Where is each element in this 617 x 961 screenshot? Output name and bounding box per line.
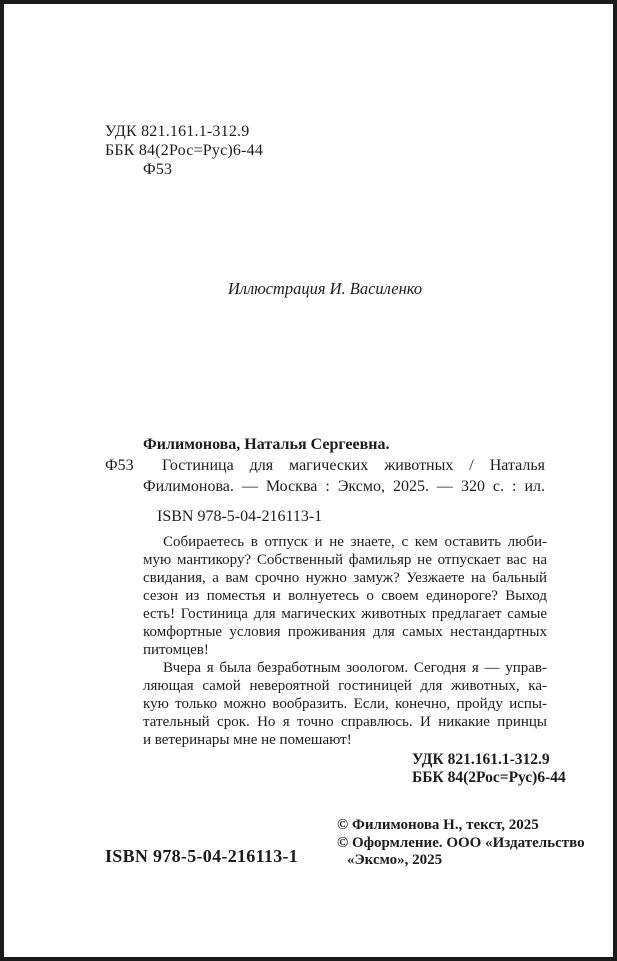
catalog-card bbox=[105, 434, 545, 527]
author-sign: Ф53 bbox=[143, 161, 173, 178]
text-line: мую мантикору? Собственный фамильяр не отпускает вас на bbox=[143, 552, 547, 568]
catalog-isbn: ISBN 978-5-04-216113-1 bbox=[157, 508, 323, 525]
annotation-paragraph-1 bbox=[143, 533, 547, 659]
catalog-author-sign: Ф53 bbox=[105, 457, 134, 474]
text-line: комфортные условия проживания для самых нестандартных bbox=[143, 624, 547, 640]
top-classification-codes bbox=[105, 122, 263, 179]
text-line: питомцев! bbox=[143, 642, 209, 658]
text-line: © Оформление. ООО «Издательство bbox=[337, 834, 585, 851]
text-line: Филимонова. — Москва : Эксмо, 2025. — 320 с. : ил. bbox=[143, 478, 545, 495]
catalog-description-lines bbox=[143, 455, 545, 497]
text-line: ляющая самой невероятной гостиницей для животных, ка- bbox=[143, 678, 547, 694]
catalog-description bbox=[105, 455, 545, 497]
bottom-udk-code: УДК 821.161.1-312.9 bbox=[412, 751, 550, 768]
text-line: сезон из поместья и волнуетесь о своем единороге? Выход bbox=[143, 588, 547, 604]
text-line: свидания, а вам срочно нужно замуж? Уезжаете на бальный bbox=[143, 570, 547, 586]
copyright-block bbox=[337, 817, 585, 870]
text-line: тательный срок. Но я точно справлюсь. И никакие принцы bbox=[143, 714, 547, 730]
illustration-credit: Иллюстрация И. Василенко bbox=[227, 279, 423, 298]
text-line: и ветеринары мне не помешают! bbox=[143, 732, 352, 748]
text-line: © Филимонова Н., текст, 2025 bbox=[337, 817, 539, 833]
text-line: Гостиница для магических животных / Наталья bbox=[162, 457, 545, 474]
bbk-code: ББК 84(2Рос=Рус)6-44 bbox=[105, 142, 264, 159]
udk-code: УДК 821.161.1-312.9 bbox=[105, 123, 250, 140]
text-line: «Эксмо», 2025 bbox=[347, 852, 443, 868]
text-line: Собираетесь в отпуск и не знаете, с кем оставить люби- bbox=[163, 534, 547, 550]
isbn-footer: ISBN 978-5-04-216113-1 bbox=[105, 846, 299, 866]
bottom-bbk-code: ББК 84(2Рос=Рус)6-44 bbox=[412, 768, 566, 786]
annotation bbox=[143, 533, 547, 749]
text-line: Вчера я была безработным зоологом. Сегодня я — управ- bbox=[163, 660, 547, 676]
text-line: кую только можно вообразить. Если, конечно, пройду испы- bbox=[143, 696, 547, 712]
bottom-classification-codes bbox=[412, 751, 566, 786]
text-line: есть! Гостиница для магических животных предлагает самые bbox=[143, 606, 547, 622]
catalog-author-heading: Филимонова, Наталья Сергеевна. bbox=[143, 436, 390, 453]
annotation-paragraph-2 bbox=[143, 659, 547, 749]
